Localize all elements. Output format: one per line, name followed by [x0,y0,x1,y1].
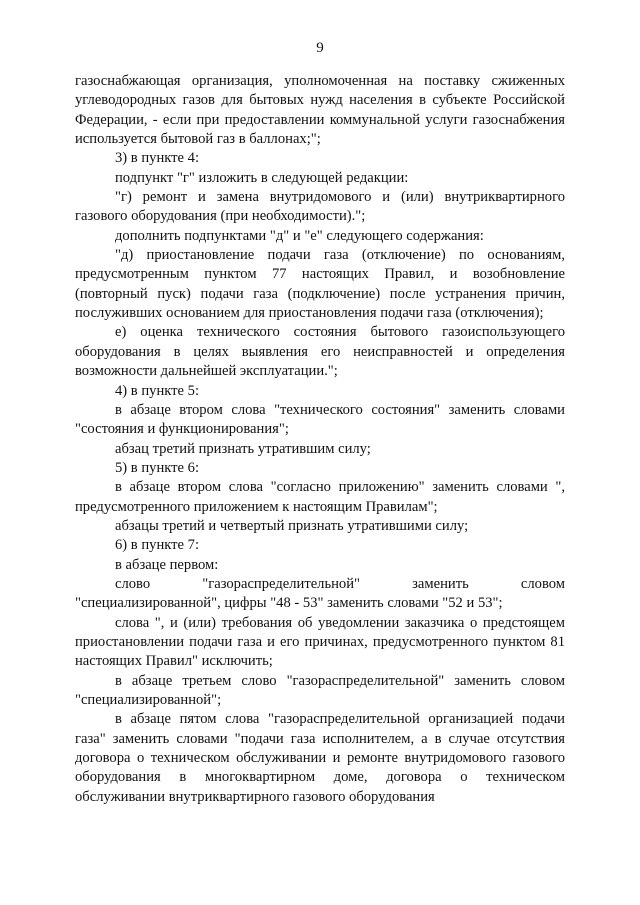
paragraph: подпункт "г" изложить в следующей редакции: [115,169,409,186]
paragraph: в абзаце третьем слово "газораспределительной" заменить словом "специализированной"; [75,672,565,708]
paragraph: 3) в пункте 4: [115,150,200,167]
paragraph: дополнить подпунктами "д" и "е" следующего содержания: [115,227,484,244]
paragraph: 5) в пункте 6: [115,459,200,476]
paragraph: "д) приостановление подачи газа (отключение) по основаниям, предусмотренным пунктом 77 настоящих Правил, и возобновление (повторный пуск) подачи газа (подключение) после устранения причин, послуживших основанием для приостановления подачи газа (отключения); [75,247,565,322]
paragraph: в абзаце первом: [115,556,219,573]
paragraph: слово "газораспределительной" заменить словом "специализированной", цифры "48 - 53" заменить словами "52 и 53"; [75,575,565,612]
document-body [75,72,565,807]
paragraph: абзац третий признать утратившим силу; [115,440,371,457]
paragraph: 6) в пункте 7: [115,537,200,554]
page-number: 9 [316,40,324,56]
paragraph: е) оценка технического состояния бытового газоиспользующего оборудования в целях выявления его неисправностей и определения возможности дальнейшей эксплуатации."; [75,324,565,380]
paragraph: в абзаце пятом слова "газораспределительной организацией подачи газа" заменить словами "подачи газа исполнителем, а в случае отсутствия договора о техническом обслуживании и ремонте внутридомового газового оборудования в многоквартирном доме, договора о техническом обслуживании внутриквартирного газового оборудования [75,711,565,805]
paragraph: абзацы третий и четвертый признать утратившими силу; [115,517,469,534]
paragraph: 4) в пункте 5: [115,382,200,399]
paragraph: слова ", и (или) требования об уведомлении заказчика о предстоящем приостановлении подачи газа и его причинах, предусмотренного пунктом 81 настоящих Правил" исключить; [75,614,565,670]
paragraph: в абзаце втором слова "технического состояния" заменить словами "состояния и функционирования"; [75,401,565,438]
paragraph: газоснабжающая организация, уполномоченная на поставку сжиженных углеводородных газов для бытовых нужд населения в субъекте Российской Федерации, - если при предоставлении коммунальной услуги газоснабжения используется бытовой газ в баллонах;"; [75,73,565,148]
paragraph: "г) ремонт и замена внутридомового и (или) внутриквартирного газового оборудования (при необходимости)."; [75,189,565,225]
paragraph: в абзаце втором слова "согласно приложению" заменить словами ", предусмотренного приложением к настоящим Правилам"; [75,479,565,515]
